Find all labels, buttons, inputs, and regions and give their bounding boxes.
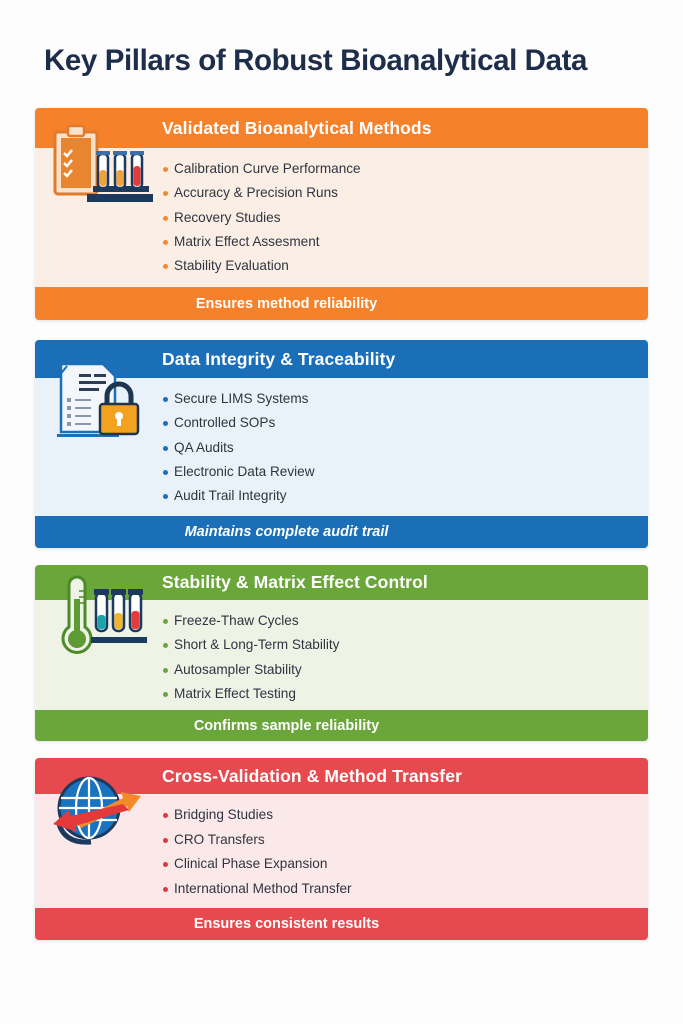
thermometer-test-tubes-icon [45, 573, 155, 663]
bullet-icon [163, 264, 168, 269]
list-item [174, 877, 648, 902]
pillar-footer-text: Maintains complete audit trail [184, 524, 389, 540]
bullet-icon [163, 397, 168, 402]
list-item-text: QA Audits [174, 439, 234, 455]
pillar-title: Stability & Matrix Effect Control [162, 572, 428, 592]
list-item [174, 609, 648, 633]
list-item-text: Short & Long-Term Stability [174, 637, 340, 653]
bullet-icon [163, 813, 168, 818]
pillar-title: Validated Bioanalytical Methods [162, 117, 432, 138]
pillar-footer [35, 710, 648, 741]
list-item [174, 436, 648, 460]
list-item [174, 181, 648, 205]
globe-arrows-icon [45, 764, 155, 854]
bullet-icon [163, 494, 168, 499]
list-item-text: Secure LIMS Systems [174, 391, 309, 406]
pillar-list [174, 600, 648, 706]
list-item-text: Autosampler Stability [174, 661, 302, 677]
clipboard-test-tubes-icon [45, 122, 155, 212]
list-item-text: Matrix Effect Assesment [174, 233, 320, 249]
bullet-icon [163, 887, 168, 892]
pillar-card-data-integrity [35, 340, 648, 548]
pillar-footer [35, 287, 648, 320]
list-item [174, 633, 648, 657]
list-item-text: Accuracy & Precision Runs [174, 185, 338, 201]
list-item [174, 484, 648, 508]
pillar-footer [35, 516, 648, 548]
list-item-text: Calibration Curve Performance [174, 161, 361, 176]
bullet-icon [163, 421, 168, 426]
list-item-text: Recovery Studies [174, 209, 281, 225]
document-lock-icon [45, 354, 155, 444]
pillar-footer-text: Ensures consistent results [193, 916, 380, 932]
bullet-icon [163, 470, 168, 475]
bullet-icon [163, 240, 168, 245]
list-item [174, 852, 648, 877]
list-item-text: Clinical Phase Expansion [174, 856, 328, 871]
list-item [174, 157, 648, 181]
pillar-list [174, 148, 648, 278]
list-item [174, 828, 648, 853]
list-item [174, 254, 648, 278]
list-item-text: CRO Transfers [174, 831, 265, 847]
bullet-icon [163, 446, 168, 451]
pillar-list [174, 794, 648, 901]
bullet-icon [163, 838, 168, 843]
bullet-icon [163, 191, 168, 196]
list-item-text: International Method Transfer [174, 880, 352, 896]
list-item-text: Freeze-Thaw Cycles [174, 613, 299, 628]
pillar-footer-text: Confirms sample reliability [193, 717, 380, 734]
list-item [174, 658, 648, 682]
bullet-icon [163, 167, 168, 172]
list-item [174, 387, 648, 411]
list-item [174, 460, 648, 484]
pillar-title: Data Integrity & Traceability [162, 348, 396, 369]
pillar-footer [35, 908, 648, 940]
pillar-card-cross-validation [35, 758, 648, 940]
bullet-icon [163, 862, 168, 867]
list-item [174, 682, 648, 706]
pillar-list [174, 378, 648, 508]
list-item-text: Stability Evaluation [174, 258, 289, 274]
list-item [174, 206, 648, 230]
bullet-icon [163, 619, 168, 624]
list-item-text: Bridging Studies [174, 807, 273, 822]
pillar-card-stability [35, 565, 648, 741]
list-item-text: Matrix Effect Testing [174, 685, 296, 701]
bullet-icon [163, 668, 168, 673]
list-item [174, 803, 648, 828]
page-title: Key Pillars of Robust Bioanalytical Data [44, 44, 588, 77]
bullet-icon [163, 216, 168, 221]
list-item [174, 411, 648, 435]
bullet-icon [163, 643, 168, 648]
pillar-card-validated-methods [35, 108, 648, 320]
list-item [174, 230, 648, 254]
list-item-text: Audit Trail Integrity [174, 488, 287, 504]
bullet-icon [163, 692, 168, 697]
pillar-title: Cross-Validation & Method Transfer [162, 765, 462, 786]
list-item-text: Controlled SOPs [174, 415, 276, 431]
pillar-footer-text: Ensures method reliability [195, 295, 378, 312]
list-item-text: Electronic Data Review [174, 463, 315, 479]
